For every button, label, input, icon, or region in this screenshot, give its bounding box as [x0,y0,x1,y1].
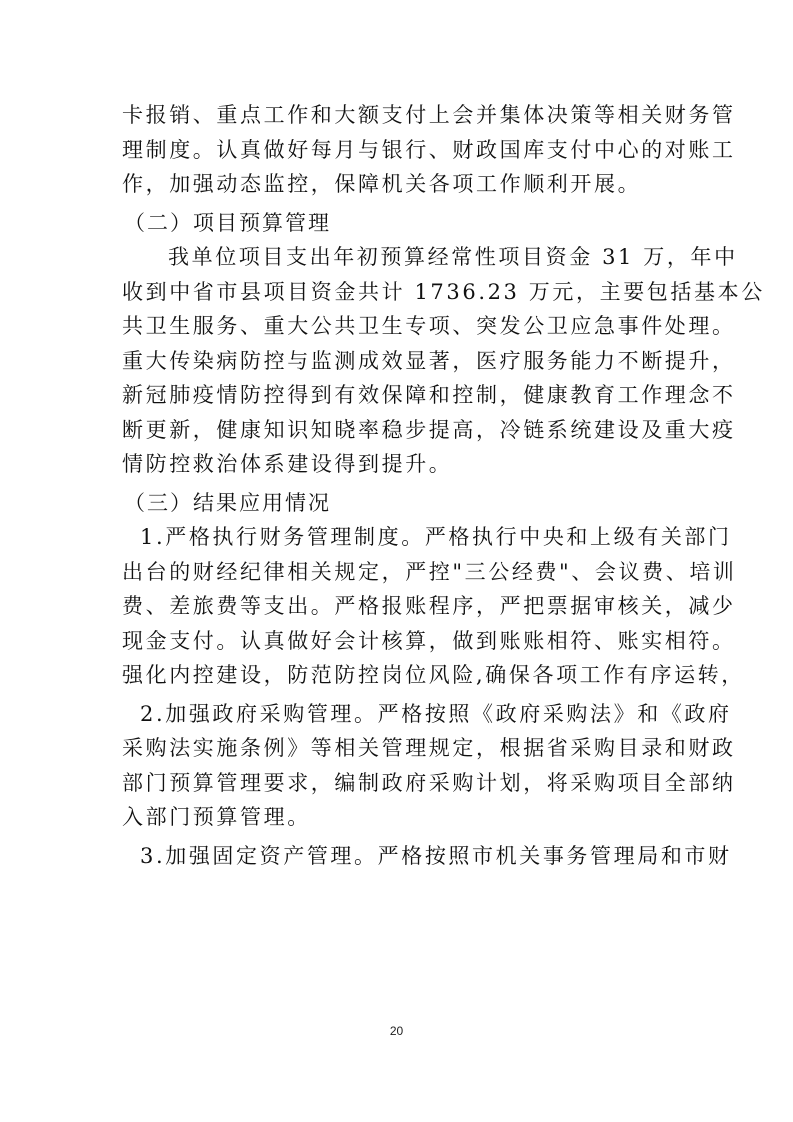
paragraph-line: 部门预算管理要求，编制政府采购计划，将采购项目全部纳 [122,770,736,795]
paragraph-line: 3.加强固定资产管理。严格按照市机关事务管理局和市财 [140,843,732,868]
paragraph-line: 入部门预算管理。 [122,805,311,829]
paragraph-line: 卡报销、重点工作和大额支付上会并集体决策等相关财务管 [122,103,736,127]
paragraph-line: 新冠肺疫情防控得到有效保障和控制，健康教育工作理念不 [122,383,736,407]
paragraph-line: 出台的财经纪律相关规定，严控"三公经费"、会议费、培训 [122,559,737,584]
paragraph-line: 强化内控建设，防范防控岗位风险,确保各项工作有序运转， [122,663,745,687]
document-body [122,98,765,873]
paragraph-line: 2.加强政府采购管理。严格按照《政府采购法》和《政府 [140,701,732,726]
paragraph-line: 1.严格执行财务管理制度。严格执行中央和上级有关部门 [140,525,732,549]
paragraph-line: 断更新，健康知识知晓率稳步提高，冷链系统建设及重大疫 [122,417,736,442]
section-heading: （二）项目预算管理 [124,210,331,235]
paragraph-line: 费、差旅费等支出。严格报账程序，严把票据审核关，减少 [122,594,736,618]
paragraph-line: 情防控救治体系建设得到提升。 [122,452,453,476]
section-heading: （三）结果应用情况 [124,490,331,515]
paragraph-line: 采购法实施条例》等相关管理规定，根据省采购目录和财政 [122,736,736,760]
paragraph-line: 共卫生服务、重大公共卫生专项、突发公卫应急事件处理。 [122,314,736,338]
paragraph-line: 重大传染病防控与监测成效显著，医疗服务能力不断提升， [122,348,736,373]
page-number: 20 [389,1024,404,1038]
paragraph-line: 作，加强动态监控，保障机关各项工作顺利开展。 [122,172,642,196]
paragraph-line: 收到中省市县项目资金共计 1736.23 万元，主要包括基本公 [122,279,765,304]
paragraph-line: 理制度。认真做好每月与银行、财政国库支付中心的对账工 [122,137,736,162]
paragraph-line: 现金支付。认真做好会计核算，做到账账相符、账实相符。 [122,628,736,653]
paragraph-line: 我单位项目支出年初预算经常性项目资金 31 万，年中 [168,245,738,269]
